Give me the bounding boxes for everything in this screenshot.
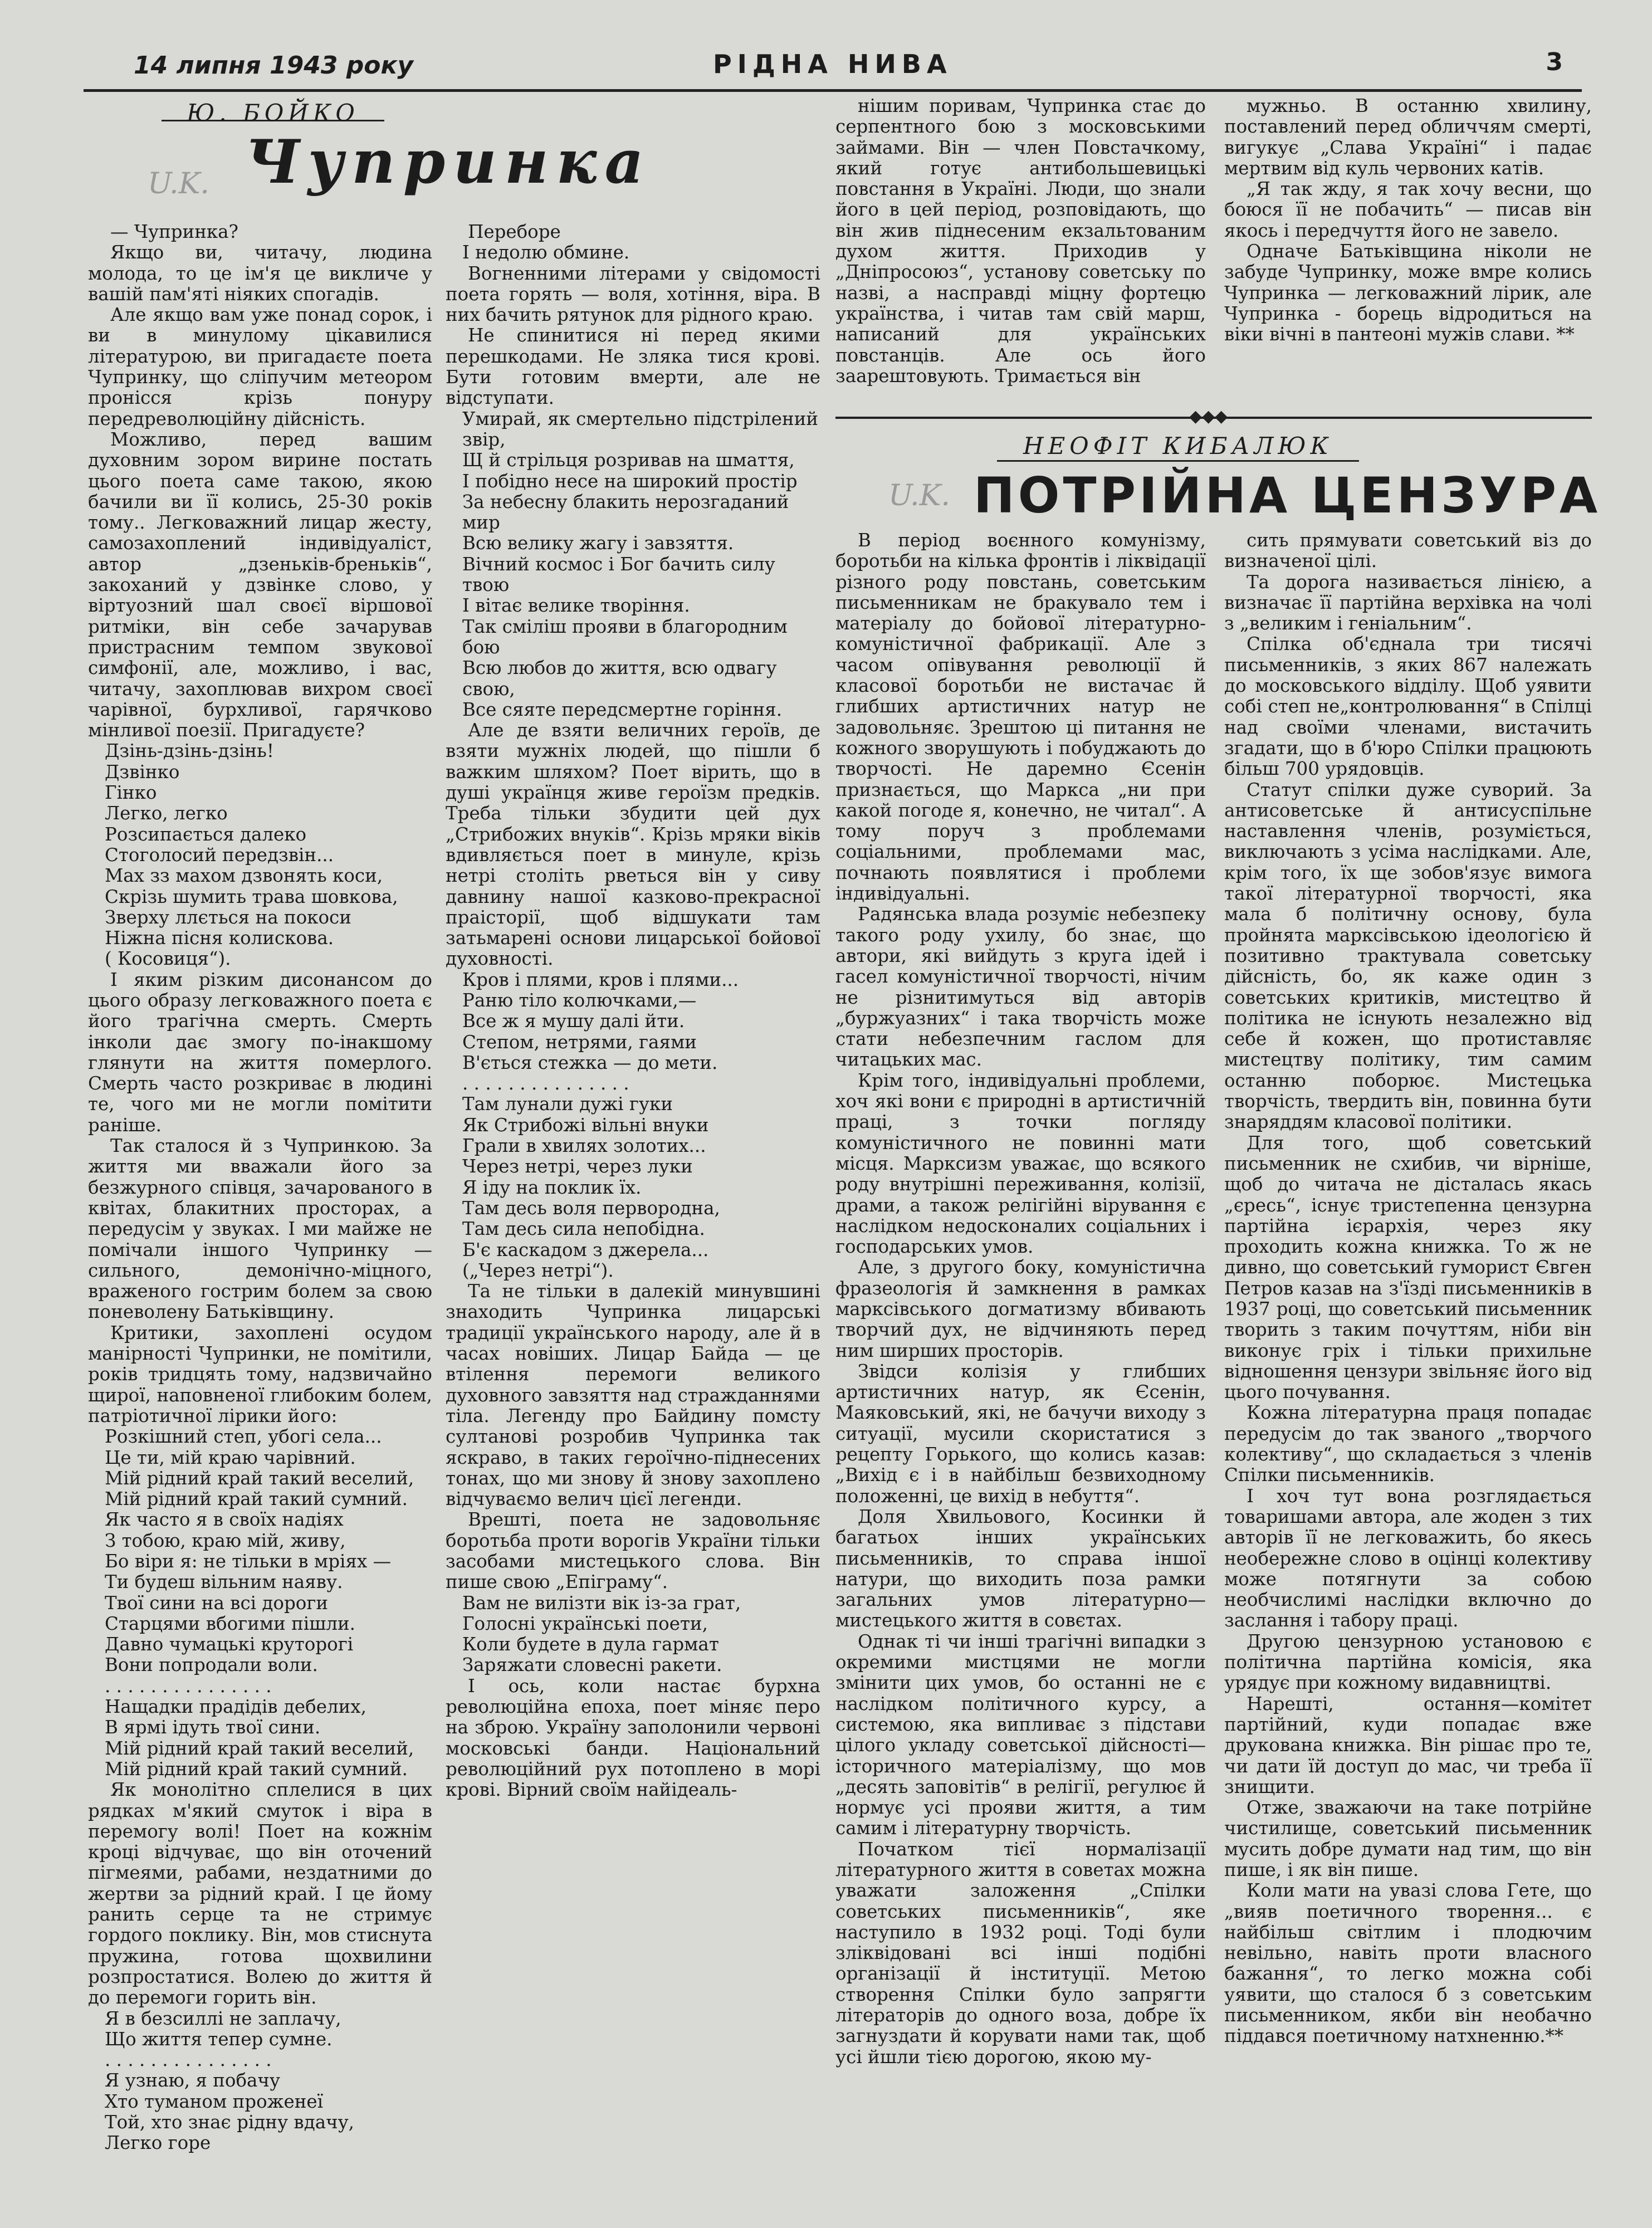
paragraph: Розкішний степ, убогі села... bbox=[105, 1426, 382, 1448]
paragraph: „Я так жду, я так хочу весни, що боюся її не побачить“ — писав він якось і передчуття його не завело. bbox=[1224, 178, 1592, 241]
paragraph: Бо віри я: не тільки в мріях — bbox=[105, 1551, 392, 1572]
paragraph: сить прямувати советський віз до визначеної цілі. bbox=[1224, 530, 1592, 572]
paragraph: Ніжна пісня колискова. bbox=[105, 927, 334, 949]
paragraph: І недолю обмине. bbox=[462, 242, 630, 263]
paragraph: Вічний космос і Бог бачить силу твою bbox=[462, 553, 775, 596]
paragraph: Не спинитися ні перед якими перешкодами. Не зляка тися крові. Бути готовим вмерти, але не відступати. bbox=[446, 325, 820, 409]
article1-stamp: U.K. bbox=[148, 167, 209, 201]
paragraph: І ось, коли настає бурхна революційна епоха, поет міняє перо на зброю. Україну заполонили червоні московські банди. Національний революційний рух потоплено в морі крові. Вірний своїм найідеаль- bbox=[446, 1675, 820, 1801]
paragraph: Гінко bbox=[105, 782, 157, 804]
paragraph: Мій рідний край такий сумний. bbox=[105, 1488, 408, 1510]
paragraph: Нарешті, остання—комітет партійний, куди попадає вже друкована книжка. Він рішає про те, чи дати їй доступ до мас, чи треба її знищити. bbox=[1224, 1693, 1592, 1797]
paragraph: Розсипається далеко bbox=[105, 823, 307, 845]
paragraph: Як монолітно сплелися в цих рядках м'який смуток і віра в перемогу волі! Поет на кожнім кроці відчуває, що він оточений пігмеями, рабами, нездатними до жертви за рідний край. І це йому ранить серце та не стримує гордого поклику. Він, мов стиснута пружина, готова щохвилини розпростатися. Волею до життя й до перемоги горить він. bbox=[88, 1779, 432, 2009]
paragraph: Степом, нетрями, гаями bbox=[462, 1031, 697, 1053]
article1-col4-text bbox=[1224, 96, 1592, 345]
paragraph: Для того, щоб советський письменник не схибив, чи вірніше, щоб до читача не дісталась якась „єресь“, існує тристепенна цензурна партійна ієрархія, через яку проходить кожна книжка. То ж не дивно, що советський гуморист Євген Петров казав на з'їзді письменників в 1937 році, що советський письменник творить з таким почуттям, ніби він виконує гріх і тільки прихильне відношення цензури звільняє його від цього почування. bbox=[1224, 1132, 1592, 1403]
paragraph: Все ж я мушу далі йти. bbox=[462, 1010, 685, 1032]
paragraph: Що життя тепер сумне. bbox=[105, 2028, 333, 2050]
paragraph: Статут спілки дуже суворий. За антисоветське й антисуспільне наставлення членів, розуміється, виключають з усіма наслідками. Але, крім того, їх ще зобов'язує вимога такої літературної творчості, яка мала б політичну основу, була пройнята марксівською ідеологією й позитивно трактувала советську дійсність, бо, як каже один з советських критиків, мистецтво й політика не існують незалежно від себе й кожен, що протиставляє мистецтву політику, тим самим останню поборює. Мистецька творчість, твердить він, повинна бути знаряддям класової політики. bbox=[1224, 779, 1592, 1133]
paragraph: Вони попродали воли. bbox=[105, 1654, 318, 1676]
paragraph: Кожна літературна праця попадає передусім до так званого „творчого колективу“, що складається з членів Спілки письменників. bbox=[1224, 1402, 1592, 1486]
paragraph: Нащадки прадідів дебелих, bbox=[105, 1696, 366, 1718]
article2-col2-text bbox=[1224, 530, 1592, 2047]
paragraph: Але де взяти величних героїв, де взяти мужніх людей, що пішли б важким шляхом? Поет вірить, що в душі українця живе героїзм предків. Треба тільки збудити цей дух „Стрибожих внуків“. Крізь мряки віків вдивляється поет в минуле, крізь нетрі століть рветься він у сиву давнину нашої казково-прекрасної праісторії, щоб відшукати там затьмарені основи лицарської бойової духовності. bbox=[446, 720, 820, 970]
paragraph: Мах зз махом дзвонять коси, bbox=[105, 865, 383, 887]
paragraph: Як Стрибожі вільні внуки bbox=[462, 1114, 709, 1136]
article1-author: Ю. БОЙКО bbox=[187, 99, 359, 126]
issue-date: 14 липня 1943 року bbox=[134, 51, 414, 80]
paragraph: І хоч тут вона розглядається товаришами автора, але жоден з тих авторів її не легковажить, бо якесь необережне слово в оцінці колективу може потягнути за собою необчислимі наслідки включно до заслання і табору праці. bbox=[1224, 1485, 1592, 1631]
paragraph: Звідси колізія у глибших артистичних натур, як Єсенін, Маяковський, які, не бачучи виходу з ситуації, мусили скористатися з рецепту Горького, що колись казав: „Вихід є і в найбільш безвиходному положенні, це вихід в небуття“. bbox=[835, 1360, 1206, 1507]
paragraph: Мій рідний край такий веселий, bbox=[105, 1467, 414, 1489]
paragraph: Стоголосий передзвін... bbox=[105, 844, 334, 866]
paragraph: Раню тіло колючками,— bbox=[462, 989, 697, 1011]
article2-title: ПОТРІЙНА ЦЕНЗУРА bbox=[974, 467, 1601, 524]
paragraph: Я узнаю, я побачу bbox=[105, 2070, 281, 2092]
page-number: 3 bbox=[1546, 48, 1563, 76]
paragraph: Як часто я в своїх надіях bbox=[105, 1509, 344, 1531]
paragraph: Та дорога називається лінією, а визначає її партійна верхівка на чолі з „великим і геніальним“. bbox=[1224, 571, 1592, 634]
paragraph: Але, з другого боку, комуністична фразеологія й замкнення в рамках марксівського догматизму вбивають творчий дух, не відчиняють перед ним ширших просторів. bbox=[835, 1257, 1206, 1361]
article1-column-3 bbox=[835, 96, 1206, 413]
paragraph: нішим поривам, Чупринка стає до серпентного бою з московськими займами. Він — член Повстачкому, який готує антибольшевицькі повстання в Україні. Люди, що знали його в цей період, розповідають, що він жив піднесеним екзальтованим духом життя. Приходив у „Дніпросоюз“, установу советську по назві, а насправді міцну фортецю українства, і читав там свій марш, написаний для українських повстанців. Але ось його заарештовують. Тримається він bbox=[835, 96, 1206, 387]
paragraph: В ярмі ідуть твої сини. bbox=[105, 1717, 321, 1738]
article2-column-1 bbox=[835, 530, 1206, 2207]
article1-col1-text bbox=[88, 222, 432, 2154]
paragraph: Через нетрі, через луки bbox=[462, 1156, 693, 1177]
paragraph: Грали в хвилях золотих... bbox=[462, 1135, 706, 1157]
paragraph: Можливо, перед вашим духовним зором вирине постать цього поета саме такою, якою бачили ви її колись, 25-30 років тому.. Легковажний лицар жесту, самозахоплений індивідуаліст, автор „дзеньків-бреньків“, закоханий у дзвінке слово, у віртуозний шал своєї віршової ритміки, він себе зачарував пристрасним темпом звукової симфонії, але, можливо, і вас, читачу, захоплював вихром своєї чарівної, бурхливої, гарячково мінливої поезії. Пригадуєте? bbox=[88, 428, 432, 741]
paragraph: Дзвінко bbox=[105, 761, 180, 783]
paragraph: Доля Хвильового, Косинки й багатьох інших українських письменників, то справа іншої натури, що виходить поза рамки загальних умов літературно—мистецького життя в совєтах. bbox=[835, 1506, 1206, 1631]
paragraph: Скрізь шумить трава шовкова, bbox=[105, 886, 398, 907]
article1-column-1 bbox=[88, 222, 432, 2207]
paragraph: Умирай, як смертельно підстрілений звір, bbox=[462, 408, 819, 450]
paragraph: . . . . . . . . . . . . . . . bbox=[462, 1073, 629, 1095]
paragraph: Там лунали дужі гуки bbox=[462, 1093, 673, 1115]
paragraph: Врешті, поета не задовольняє боротьба проти ворогів України тільки засобами мистецького слова. Він пише свою „Епіграму“. bbox=[446, 1509, 820, 1593]
paragraph: І вітає велике творіння. bbox=[462, 595, 690, 617]
paragraph: Критики, захоплені осудом манірності Чупринки, не помітили, років тридцять тому, надзвичайно щирої, наповненої глибоким болем, патріотичної лірики його: bbox=[88, 1322, 432, 1426]
article1-title: Чупринка bbox=[245, 127, 652, 197]
paragraph: Так сміліш прояви в благородним бою bbox=[462, 615, 788, 658]
paragraph: В період воєнного комунізму, боротьби на кілька фронтів і ліквідації різного роду повстань, советським письменникам не бракувало тем і матеріалу до бойової літературно-комуністичної фабрикації. Але з часом опівування революції й класової боротьби не вистачає й глибших артистичних натур не задовольняє. Зрештою ці питання не кожного зворушують і побуджають до творчості. Не даремно Єсенін признається, що Маркса „ни при какой погоде я, конечно, не читал“. А тому поруч з проблемами соціальними, проблемами мас, почнають появлятися і проблеми індивідуальні. bbox=[835, 530, 1206, 905]
paragraph: Зверху ллється на покоси bbox=[105, 906, 351, 928]
paragraph: Переборе bbox=[468, 222, 561, 242]
paragraph: Мій рідний край такий веселий, bbox=[105, 1737, 414, 1759]
article2-column-2 bbox=[1224, 530, 1592, 2207]
paragraph: Заряжати словесні ракети. bbox=[462, 1654, 722, 1676]
author-underline-2 bbox=[997, 460, 1359, 462]
paragraph: З тобою, краю мій, живу, bbox=[105, 1530, 346, 1551]
paragraph: Крім того, індивідуальні проблеми, хоч які вони є природні в артистичній праці, з точки погляду комуністичного не повинні мати місця. Марксизм уважає, що всякого роду внутрішні переживання, колізії, драми, а також релігійні вірування є наслідком недосконалих соціальних і господарських умов. bbox=[835, 1069, 1206, 1258]
paragraph: Легко горе bbox=[105, 2132, 211, 2154]
paragraph: Але якщо вам уже понад сорок, і ви в минулому цікавилися літературою, ви пригадаєте поета Чупринку, що сліпучим метеором пронісся крізь понуру передреволюційну дійсність. bbox=[88, 304, 432, 429]
newspaper-title: РІДНА НИВА bbox=[713, 49, 952, 79]
paragraph: . . . . . . . . . . . . . . . bbox=[105, 2049, 272, 2071]
paragraph: Щ й стрільця розривав на шмаття, bbox=[462, 449, 795, 471]
paragraph: Той, хто знає рідну вдачу, bbox=[105, 2112, 355, 2133]
paragraph: Мій рідний край такий сумний. bbox=[105, 1758, 408, 1780]
divider-ornament-icon: ◆◆◆ bbox=[1189, 407, 1228, 426]
header-rule bbox=[84, 89, 1582, 92]
paragraph: — Чупринка? bbox=[110, 222, 238, 242]
paragraph: . . . . . . . . . . . . . . . bbox=[105, 1675, 272, 1697]
article1-column-2 bbox=[446, 222, 820, 2207]
paragraph: Коли мати на увазі слова Гете, що „вияв поетичного творення... є найбільш світлим і плодючим невільно, навіть проти власного бажання“, то легко можна собі уявити, що сталося б з советським письменником, якби він необачно піддався поетичному натхненню.** bbox=[1224, 1880, 1592, 2047]
page-header bbox=[84, 48, 1580, 87]
paragraph: Дзінь-дзінь-дзінь! bbox=[105, 740, 274, 762]
paragraph: І побідно несе на широкий простір bbox=[462, 470, 798, 492]
paragraph: („Через нетрі“). bbox=[462, 1259, 614, 1281]
paragraph: Так сталося й з Чупринкою. За життя ми вважали його за безжурного співця, зачарованого в квітах, блакитних просторах, а передусім у звуках. І ми майже не помічали іншого Чупринку — сильного, демонічно-міцного, враженого гострим болем за свою поневолену Батьківщину. bbox=[88, 1135, 432, 1323]
paragraph: Якщо ви, читачу, людина молода, то це ім'я це викличе у вашій пам'яті ніяких спогадів. bbox=[88, 242, 432, 305]
paragraph: Це ти, мій краю чарівний. bbox=[105, 1447, 356, 1468]
paragraph: Та не тільки в далекій минувшині знаходить Чупринка лицарські традиції українського народу, але й в часах новіших. Лицар Байда — це втілення перемоги великого духовного завзяття над стражданнями тіла. Легенду про Байдину помсту султанові розробив Чупринка так яскраво, в таких героїчно-піднесених тонах, що ми знову й знову захоплено відчуваємо велич цієї легенди. bbox=[446, 1281, 820, 1510]
paragraph: мужньо. В останню хвилину, поставлений перед обличчям смерті, вигукує „Слава Україні“ і падає мертвим від куль червоних катів. bbox=[1224, 96, 1592, 179]
paragraph: Однак ті чи інші трагічні випадки з окремими мистцями не могли змінити цих умов, бо останні не є наслідком політичного курсу, а системою, яка випливає з підстави цілого укладу советської дійсності—історичного матеріалізму, що мов „десять заповітів“ в релігії, регулює й нормує усі прояви життя, а тим самим і літературну творчість. bbox=[835, 1630, 1206, 1839]
article1-col2-text bbox=[446, 222, 820, 1801]
paragraph: Там десь воля первородна, bbox=[462, 1197, 720, 1219]
paragraph: Б'є каскадом з джерела... bbox=[462, 1239, 709, 1260]
paragraph: За небесну блакить нерозгаданий мир bbox=[462, 491, 789, 534]
paragraph: Отже, зважаючи на таке потрійне чистилище, советський письменник мусить добре думати над тим, що він пише, і як він пише. bbox=[1224, 1797, 1592, 1880]
paragraph: Спілка об'єднала три тисячі письменників, з яких 867 належать до московського відділу. Щоб уявити собі степ не„контролювання“ в Спілці над своїми членами, вистачить згадати, що в б'юро Спілки працюють більш 700 урядовців. bbox=[1224, 633, 1592, 780]
paragraph: Я в безсиллі не заплачу, bbox=[105, 2007, 341, 2029]
paragraph: Все сяяте передсмертне горіння. bbox=[462, 698, 783, 720]
paragraph: І яким різким дисонансом до цього образу легковажного поета є його трагічна смерть. Смерть інколи дає змогу по-інакшому глянути на життя померлого. Смерть часто розкриває в людині те, чого ми не могли помітити раніше. bbox=[88, 969, 432, 1136]
article2-col1-text bbox=[835, 530, 1206, 2068]
paragraph: Одначе Батьківщина ніколи не забуде Чупринку, може вмре колись Чупринка — легковажний лірик, але Чупринка - борець відродиться на віки вічні в пантеоні мужів слави. ** bbox=[1224, 241, 1592, 345]
paragraph: Другою цензурною установою є політична партійна комісія, яка урядує при кожному видавництві. bbox=[1224, 1630, 1592, 1694]
article1-column-4 bbox=[1224, 96, 1592, 413]
paragraph: В'ється стежка — до мети. bbox=[462, 1052, 718, 1073]
paragraph: Я іду на поклик їх. bbox=[462, 1176, 642, 1198]
paragraph: Вам не вилізти вік із-за грат, bbox=[462, 1592, 741, 1614]
article2-author: НЕОФІТ КИБАЛЮК bbox=[1023, 432, 1333, 460]
paragraph: Початком тієї нормалізації літературного життя в советах можна уважати заложення „Спілки советських письменників“, яке наступило в 1932 році. Тоді були зліквідовані всі інші подібні організації й інституції. Метою створення Спілки було запрягти літераторів до одного воза, добре їх загнуздати й корувати нами так, щоб усі йшли тією дорогою, якою му- bbox=[835, 1838, 1206, 2068]
article2-stamp: U.K. bbox=[888, 479, 950, 512]
paragraph: Ти будеш вільним наяву. bbox=[105, 1571, 343, 1593]
paragraph: Там десь сила непобідна. bbox=[462, 1218, 705, 1240]
paragraph: Коли будете в дула гармат bbox=[462, 1634, 719, 1655]
paragraph: Хто туманом проженеї bbox=[105, 2090, 324, 2112]
paragraph: ( Косовиця“). bbox=[105, 948, 231, 970]
paragraph: Старцями вбогими пішли. bbox=[105, 1613, 356, 1634]
paragraph: Легко, легко bbox=[105, 803, 228, 824]
paragraph: Твої сини на всі дороги bbox=[105, 1592, 329, 1614]
paragraph: Всю велику жагу і завзяття. bbox=[462, 532, 734, 554]
paragraph: Вогненними літерами у свідомості поета горять — воля, хотіння, віра. В них бачить рятунок для рідного краю. bbox=[446, 262, 820, 326]
article1-col3-text bbox=[835, 96, 1206, 387]
paragraph: Давно чумацькі круторогі bbox=[105, 1634, 354, 1655]
paragraph: Голосні українські поети, bbox=[462, 1613, 708, 1634]
paragraph: Радянська влада розуміє небезпеку такого роду ухилу, бо знає, що автори, які вийдуть з круга ідей і гасел комуністичної творчості, нічим не різнитимуться від авторів „буржуазних“ і така творчість може стати небезпечним гаслом для читацьких мас. bbox=[835, 903, 1206, 1071]
paragraph: Кров і плями, кров і плями... bbox=[462, 969, 739, 990]
paragraph: Всю любов до життя, всю одвагу свою, bbox=[462, 657, 777, 700]
